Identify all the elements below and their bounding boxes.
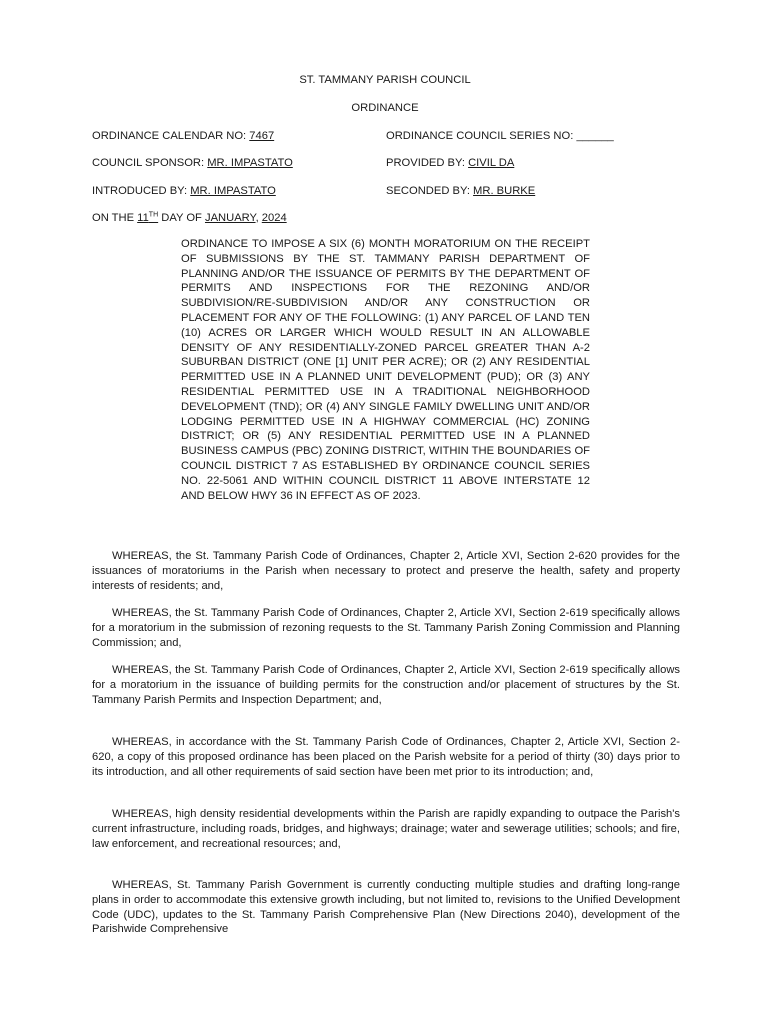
document-type: ORDINANCE: [351, 102, 419, 114]
whereas-paragraph: WHEREAS, St. Tammany Parish Government is currently conducting multiple studies and drafting long-range plans in order to accommodate this extensive growth including, but not limited to, revisions to the Unified Development Code (UDC), updates to the St. Tammany Parish Comprehensive Plan (New Directions 2040), development of the Parishwide Comprehensive: [92, 879, 680, 936]
provided-by-value: CIVIL DA: [468, 157, 515, 169]
sponsor-value: MR. IMPASTATO: [207, 157, 293, 169]
calendar-number-label: ORDINANCE CALENDAR NO:: [92, 130, 250, 142]
council-series-line: [386, 129, 614, 144]
council-title: ST. TAMMANY PARISH COUNCIL: [299, 74, 471, 86]
seconded-by-value: MR. BURKE: [473, 185, 536, 197]
provided-by-label: PROVIDED BY:: [386, 157, 469, 169]
provided-by-line: [386, 156, 514, 171]
date-line: ON THE 11TH DAY OF JANUARY, 2024: [92, 211, 287, 224]
calendar-number-value: 7467: [249, 130, 275, 142]
sponsor-label: COUNCIL SPONSOR:: [92, 157, 208, 169]
council-series-label: ORDINANCE COUNCIL SERIES NO:: [386, 130, 577, 142]
date-month: JANUARY: [204, 212, 256, 224]
whereas-paragraph: WHEREAS, the St. Tammany Parish Code of Ordinances, Chapter 2, Article XVI, Section 2-619 specifically allows for a moratorium in the issuance of building permits for the construction and/or placement of structures by the St. Tammany Parish Permits and Inspection Department; and,: [92, 664, 680, 706]
whereas-paragraph: WHEREAS, in accordance with the St. Tammany Parish Code of Ordinances, Chapter 2, Article XVI, Section 2-620, a copy of this proposed ordinance has been placed on the Parish website for a period of thirty (30) days prior to its introduction, and all other requirements of said section have been met prior to its introduction; and,: [92, 736, 680, 778]
date-year: 2024: [261, 212, 287, 224]
sponsor-line: [92, 156, 293, 171]
council-series-value: ______: [576, 130, 614, 142]
introduced-by-value: MR. IMPASTATO: [190, 185, 276, 197]
whereas-paragraph: WHEREAS, the St. Tammany Parish Code of Ordinances, Chapter 2, Article XVI, Section 2-619 specifically allows for a moratorium in the submission of rezoning requests to the St. Tammany Parish Zoning Commission and Planning Commission; and,: [92, 607, 680, 649]
seconded-by-line: [386, 184, 535, 199]
calendar-number-line: [92, 129, 274, 144]
seconded-by-label: SECONDED BY:: [386, 185, 474, 197]
whereas-paragraph: WHEREAS, the St. Tammany Parish Code of Ordinances, Chapter 2, Article XVI, Section 2-620 provides for the issuances of moratoriums in the Parish when necessary to protect and preserve the health, safety and property interests of residents; and,: [92, 550, 680, 592]
introduced-by-label: INTRODUCED BY:: [92, 185, 191, 197]
ordinance-summary: ORDINANCE TO IMPOSE A SIX (6) MONTH MORATORIUM ON THE RECEIPT OF SUBMISSIONS BY THE ST. TAMMANY PARISH DEPARTMENT OF PLANNING AND/OR THE ISSUANCE OF PERMITS BY THE DEPARTMENT OF PERMITS AND INSPECTIONS FOR THE REZONING AND/OR SUBDIVISION/RE-SUBDIVISION AND/OR ANY CONSTRUCTION OR PLACEMENT FOR ANY OF THE FOLLOWING: (1) ANY PARCEL OF LAND TEN (10) ACRES OR LARGER WHICH WOULD RESULT IN AN ALLOWABLE DENSITY OF ANY RESIDENTIALLY-ZONED PARCEL GREATER THAN A-2 SUBURBAN DISTRICT (ONE [1] UNIT PER ACRE); OR (2) ANY RESIDENTIAL PERMITTED USE IN A PLANNED UNIT DEVELOPMENT (PUD); OR (3) ANY RESIDENTIAL PERMITTED USE IN A TRADITIONAL NEIGHBORHOOD DEVELOPMENT (TND); OR (4) ANY SINGLE FAMILY DWELLING UNIT AND/OR LODGING PERMITTED USE IN A HIGHWAY COMMERCIAL (HC) ZONING DISTRICT; OR (5) ANY RESIDENTIAL PERMITTED USE IN A PLANNED BUSINESS CAMPUS (PBC) ZONING DISTRICT, WITHIN THE BOUNDARIES OF COUNCIL DISTRICT 7 AS ESTABLISHED BY ORDINANCE COUNCIL SERIES NO. 22-5061 AND WITHIN COUNCIL DISTRICT 11 ABOVE INTERSTATE 12 AND BELOW HWY 36 IN EFFECT AS OF 2023.: [181, 238, 590, 502]
date-mid: DAY OF: [158, 212, 205, 224]
date-day: 11TH: [137, 211, 159, 224]
introduced-by-line: [92, 184, 276, 199]
whereas-paragraph: WHEREAS, high density residential developments within the Parish are rapidly expanding to outpace the Parish's current infrastructure, including roads, bridges, and highways; drainage; water and sewerage utilities; schools; and fire, law enforcement, and recreational resources; and,: [92, 808, 680, 850]
date-prefix: ON THE: [92, 212, 138, 224]
